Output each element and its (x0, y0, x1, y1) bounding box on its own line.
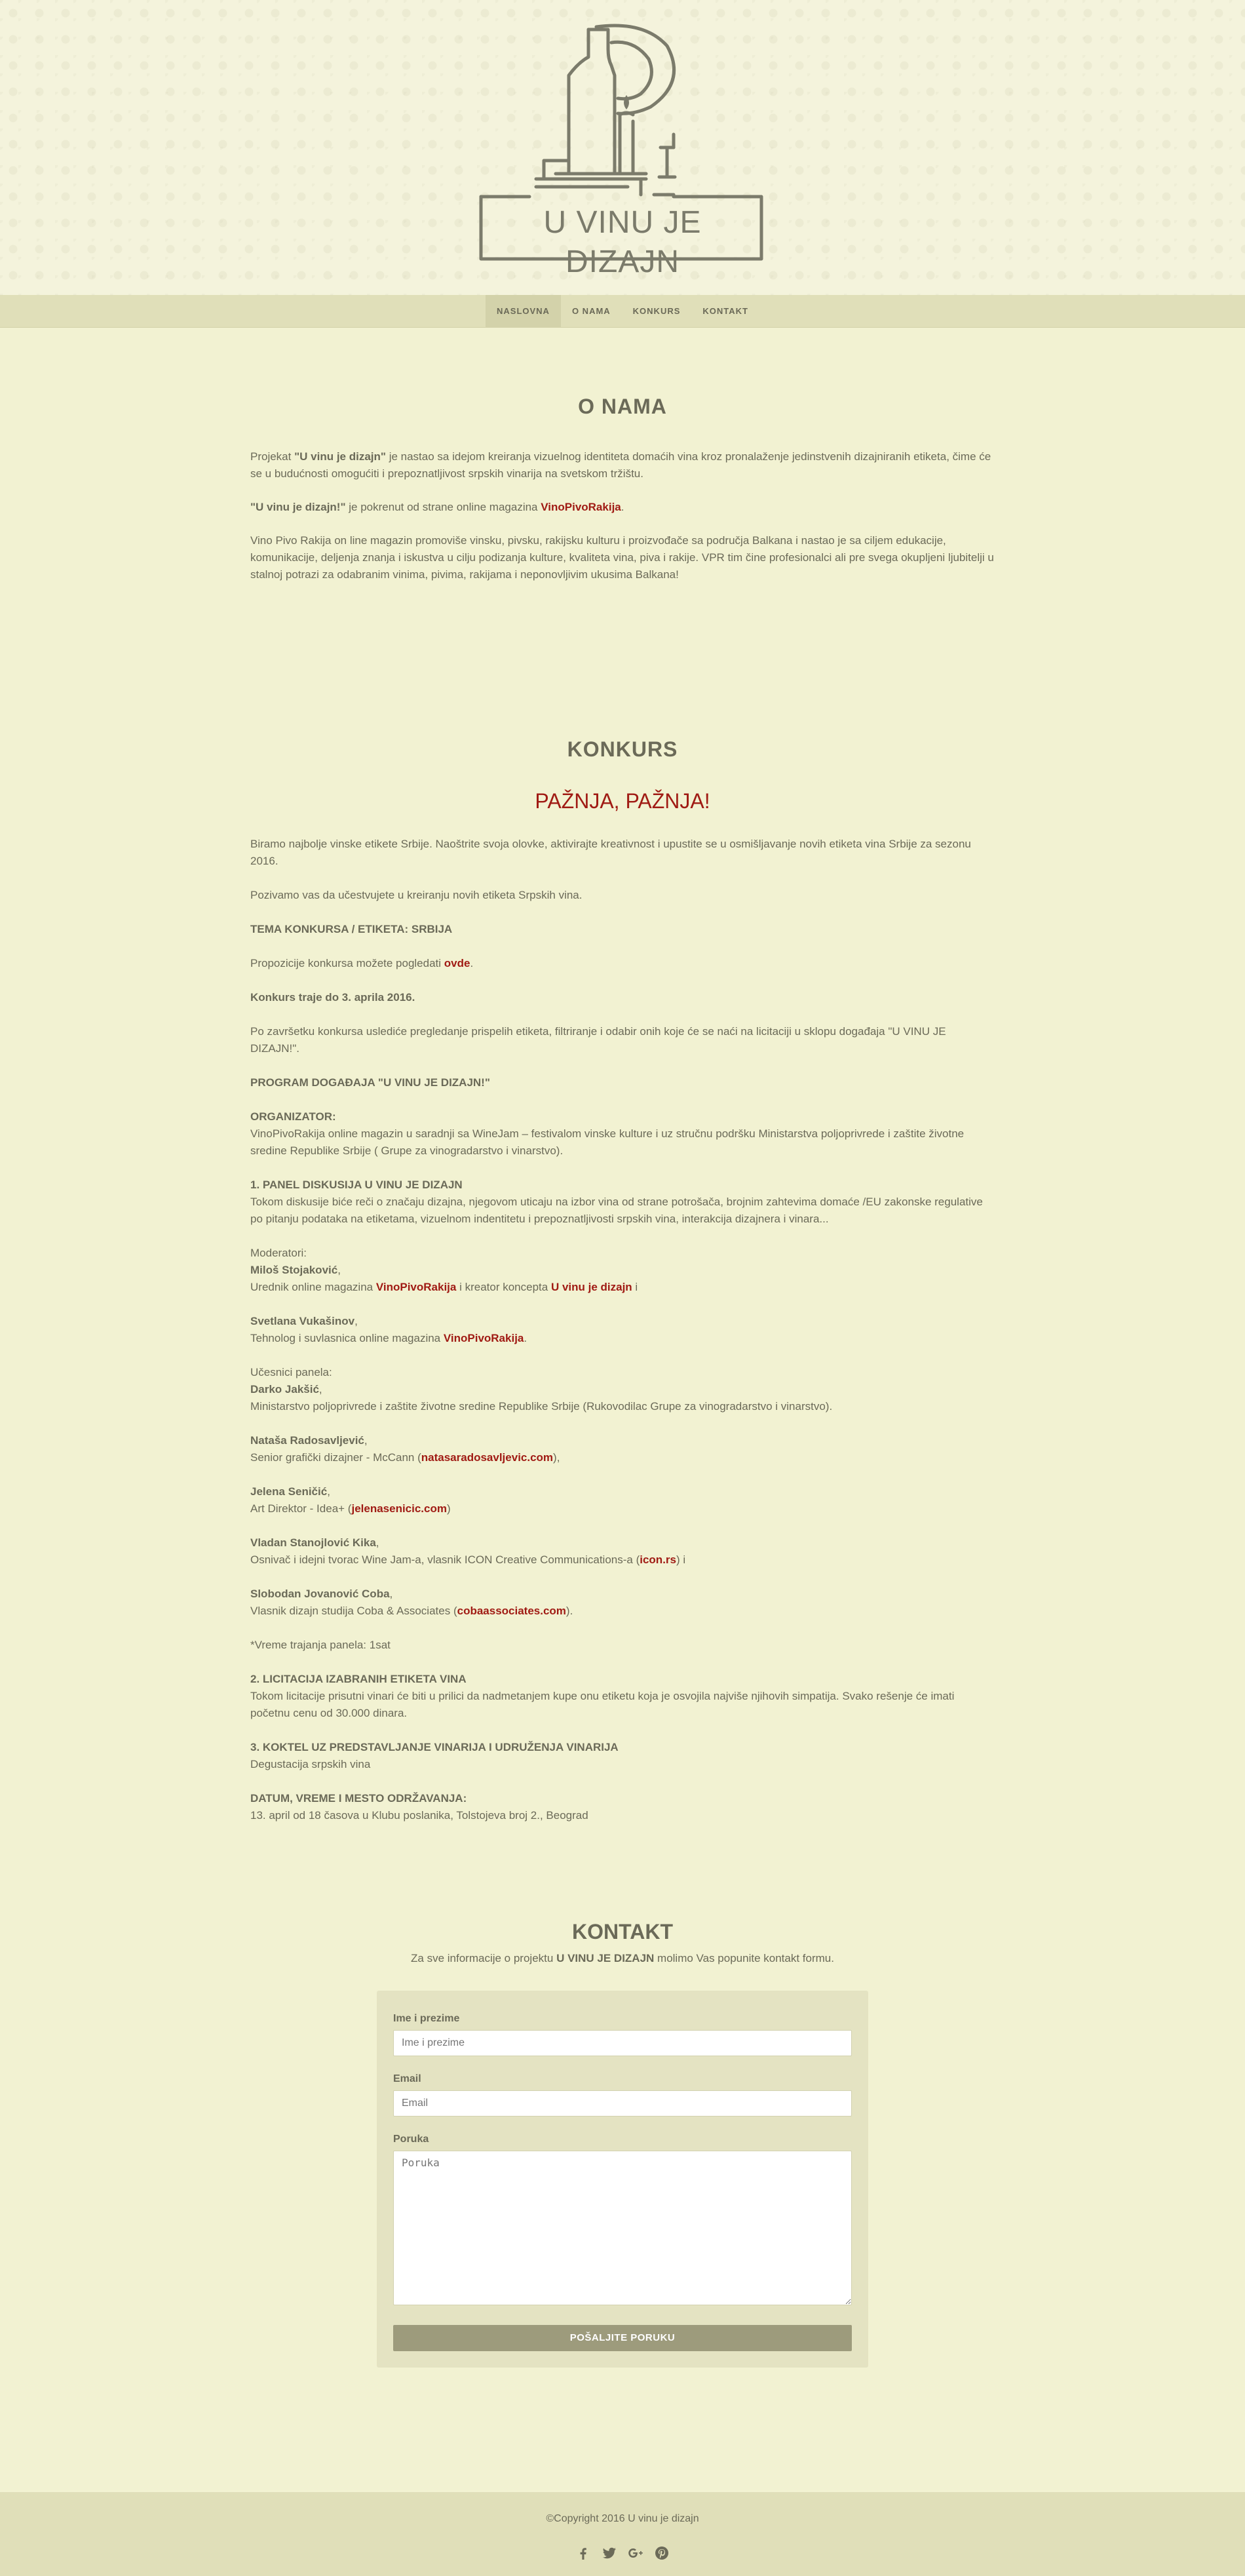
vinopivorakija-link[interactable]: VinoPivoRakija (443, 1332, 524, 1344)
text: ). (565, 1605, 573, 1617)
nav-item-kontakt[interactable]: KONTAKT (702, 306, 748, 316)
moderators-label: Moderatori: (250, 1247, 307, 1259)
copyright: ©Copyright 2016 U vinu je dizajn (546, 2513, 699, 2524)
text: Urednik online magazina (250, 1281, 376, 1293)
comma: , (318, 1383, 322, 1395)
about-content (250, 448, 995, 583)
google-plus-icon[interactable] (628, 2545, 643, 2561)
footer (0, 2492, 1245, 2576)
participant-name: Vladan Stanojlović Kika (250, 1536, 376, 1549)
contest-propositions (250, 955, 995, 972)
message-textarea[interactable] (393, 2151, 852, 2305)
panel-block (250, 1177, 995, 1228)
contest-section (0, 736, 1245, 1841)
participant-link[interactable]: icon.rs (640, 1553, 676, 1566)
moderator-name: Svetlana Vukašinov (250, 1315, 355, 1327)
program-text: PROGRAM DOGAĐAJA "U VINU JE DIZAJN!" (250, 1076, 490, 1089)
auction-title: 2. LICITACIJA IZABRANIH ETIKETA VINA (250, 1673, 467, 1685)
text: je nastao sa idejom kreiranja vizuelnog identiteta domaćih vina kroz pronalaženje jedinstvenih dizajniranih etiketa, čime će se u budućnosti omogućiti i prepoznatljivost srpskih vinarija na svetskom tržištu. (250, 450, 991, 480)
contact-form (377, 1991, 868, 2368)
text: ) i (676, 1553, 686, 1566)
submit-button[interactable]: POŠALJITE PORUKU (393, 2325, 852, 2351)
contact-title: KONTAKT (571, 1920, 674, 1943)
comma: , (327, 1485, 330, 1498)
header (0, 0, 1245, 295)
project-name: "U vinu je dizajn" (294, 450, 386, 463)
text: i (632, 1281, 638, 1293)
text: i kreator koncepta (456, 1281, 551, 1293)
about-title: O NAMA (578, 395, 667, 418)
contest-deadline (250, 989, 995, 1006)
comma: , (354, 1315, 358, 1327)
name-input[interactable] (393, 2030, 852, 2056)
text: molimo Vas popunite kontakt formu. (654, 1952, 834, 1964)
moderator-1 (250, 1245, 995, 1296)
contest-theme (250, 921, 995, 938)
text: Vlasnik dizajn studija Coba & Associates ( (250, 1605, 457, 1617)
email-input[interactable] (393, 2090, 852, 2117)
participant-name: Darko Jakšić (250, 1383, 319, 1395)
date-title: DATUM, VREME I MESTO ODRŽAVANJA: (250, 1792, 467, 1805)
contest-after: Po završetku konkursa uslediće pregledanje prispelih etiketa, filtriranje i odabir onih koje će se naći na licitaciji u sklopu događaja "U VINU JE DIZAJN!". (250, 1025, 946, 1055)
contest-content (250, 836, 995, 1824)
name-label: Ime i prezime (393, 2013, 460, 2024)
twitter-icon[interactable] (602, 2545, 617, 2561)
message-label: Poruka (393, 2134, 429, 2145)
vinopivorakija-link[interactable]: VinoPivoRakija (375, 1281, 457, 1293)
email-label: Email (393, 2073, 421, 2084)
social-links (0, 2545, 1245, 2561)
text: ), (553, 1451, 560, 1464)
about-section (0, 393, 1245, 600)
participant-name: Slobodan Jovanović Coba (250, 1588, 390, 1600)
contact-section (0, 1919, 1245, 2368)
contest-title: KONKURS (567, 737, 678, 761)
panel-title: 1. PANEL DISKUSIJA U VINU JE DIZAJN (250, 1179, 463, 1191)
project-name: "U vinu je dizajn!" (250, 501, 346, 513)
text: Tehnolog i suvlasnica online magazina (250, 1332, 444, 1344)
contact-intro (0, 1950, 1245, 1967)
comma: , (389, 1588, 393, 1600)
comma: , (337, 1264, 341, 1276)
participant-link[interactable]: jelenasenicic.com (351, 1502, 447, 1515)
participants-label: Učesnici panela: (250, 1366, 332, 1378)
date-text: 13. april od 18 časova u Klubu poslanika, Tolstojeva broj 2., Beograd (250, 1809, 588, 1822)
cocktail-block (250, 1739, 995, 1773)
panel-text: Tokom diskusije biće reči o značaju dizajna, njegovom uticaju na izbor vina od strane potrošača, brojnim zahtevima domaće /EU zakonske regulative po pitanju podataka na etiketama, vizuelnom indentitetu i prepoznatljivosti srpskih vina, interakcija dizajnera i vinara... (250, 1196, 983, 1225)
text: Projekat (250, 450, 295, 463)
contest-alert: PAŽNJA, PAŽNJA! (535, 789, 710, 813)
participant-link[interactable]: natasaradosavljevic.com (421, 1451, 554, 1464)
auction-block (250, 1671, 995, 1722)
contest-invite: Pozivamo vas da učestvujete u kreiranju novih etiketa Srpskih vina. (250, 889, 583, 901)
participant-4 (250, 1534, 995, 1569)
participant-2 (250, 1432, 995, 1466)
text: je pokrenut od strane online magazina (345, 501, 541, 513)
nav-item-konkurs[interactable]: KONKURS (632, 306, 681, 316)
theme-text: TEMA KONKURSA / ETIKETA: SRBIJA (250, 923, 453, 935)
comma: , (375, 1536, 379, 1549)
participant-text: Ministarstvo poljoprivrede i zaštite životne sredine Republike Srbije (Rukovodilac Grupe za vinogradarstvo i vinarstvo). (250, 1400, 833, 1413)
organizer-title: ORGANIZATOR: (250, 1110, 336, 1123)
participant-5 (250, 1586, 995, 1620)
vinopivorakija-link[interactable]: VinoPivoRakija (541, 501, 621, 513)
text: Propozicije konkursa možete pogledati (250, 957, 444, 969)
text: Za sve informacije o projektu (411, 1952, 557, 1964)
text: . (621, 501, 624, 513)
organizer-block (250, 1108, 995, 1160)
program-title (250, 1074, 995, 1091)
u-vinu-je-dizajn-link[interactable]: U vinu je dizajn (550, 1281, 632, 1293)
about-paragraph-2 (250, 499, 995, 516)
text: . (470, 957, 474, 969)
nav-item-o-nama[interactable]: O NAMA (571, 306, 611, 316)
main-nav (0, 295, 1245, 328)
participant-name: Nataša Radosavljević (250, 1434, 364, 1447)
participant-3 (250, 1483, 995, 1517)
comma: , (364, 1434, 368, 1447)
cocktail-title: 3. KOKTEL UZ PREDSTAVLJANJE VINARIJA I UDRUŽENJA VINARIJA (250, 1741, 619, 1753)
about-paragraph-3: Vino Pivo Rakija on line magazin promoviše vinsku, pivsku, rakijsku kulturu i proizvođače sa područja Balkana i nastao je sa ciljem edukacije, komunikacije, deljenja znanja i iskustva u cilju podizanja kulture, kvaliteta vina, piva i rakije. VPR tim čine profesionalci ali pre svega okupljeni ljubitelji u stalnoj potrazi za odabranim vinima, pivima, rakijama i neponovljivim ukusima Balkana! (250, 534, 994, 581)
about-paragraph-1 (250, 448, 995, 482)
text: Art Direktor - Idea+ ( (250, 1502, 352, 1515)
cocktail-text: Degustacija srpskih vina (250, 1758, 371, 1770)
moderator-2 (250, 1313, 995, 1347)
text: ) (447, 1502, 451, 1515)
nav-item-naslovna[interactable]: NASLOVNA (486, 295, 561, 328)
auction-text: Tokom licitacije prisutni vinari će biti u prilici da nadmetanjem kupe onu etiketu koja je osvojila najviše njihovih simpatija. Svako rešenje će imati početnu cenu od 30.000 dinara. (250, 1690, 955, 1719)
participant-name: Jelena Seničić (250, 1485, 328, 1498)
logo-title: U VINU JE DIZAJN (543, 205, 702, 279)
text: Osnivač i idejni tvorac Wine Jam-a, vlasnik ICON Creative Communications-a ( (250, 1553, 640, 1566)
date-block (250, 1790, 995, 1824)
text: . (524, 1332, 527, 1344)
propositions-link[interactable]: ovde (444, 957, 470, 969)
participant-1 (250, 1364, 995, 1415)
logo[interactable] (477, 23, 768, 279)
moderator-name: Miloš Stojaković (250, 1264, 338, 1276)
text: Senior grafički dizajner - McCann ( (250, 1451, 421, 1464)
contest-intro: Biramo najbolje vinske etikete Srbije. Naoštrite svoja olovke, aktivirajte kreativnost i upustite se u osmišljavanje novih etiketa vina Srbije za sezonu 2016. (250, 838, 971, 867)
panel-duration: *Vreme trajanja panela: 1sat (250, 1639, 391, 1651)
project-name: U VINU JE DIZAJN (556, 1952, 655, 1964)
facebook-icon[interactable] (575, 2545, 591, 2561)
participant-link[interactable]: cobaassociates.com (457, 1605, 566, 1617)
pinterest-icon[interactable] (654, 2545, 670, 2561)
deadline-text: Konkurs traje do 3. aprila 2016. (250, 991, 415, 1004)
organizer-text: VinoPivoRakija online magazin u saradnji sa WineJam – festivalom vinske kulture i uz stručnu podršku Ministarstva poljoprivrede i zaštite životne sredine Republike Srbije ( Grupe za vinogradarstvo i vinarstvo). (250, 1127, 965, 1157)
